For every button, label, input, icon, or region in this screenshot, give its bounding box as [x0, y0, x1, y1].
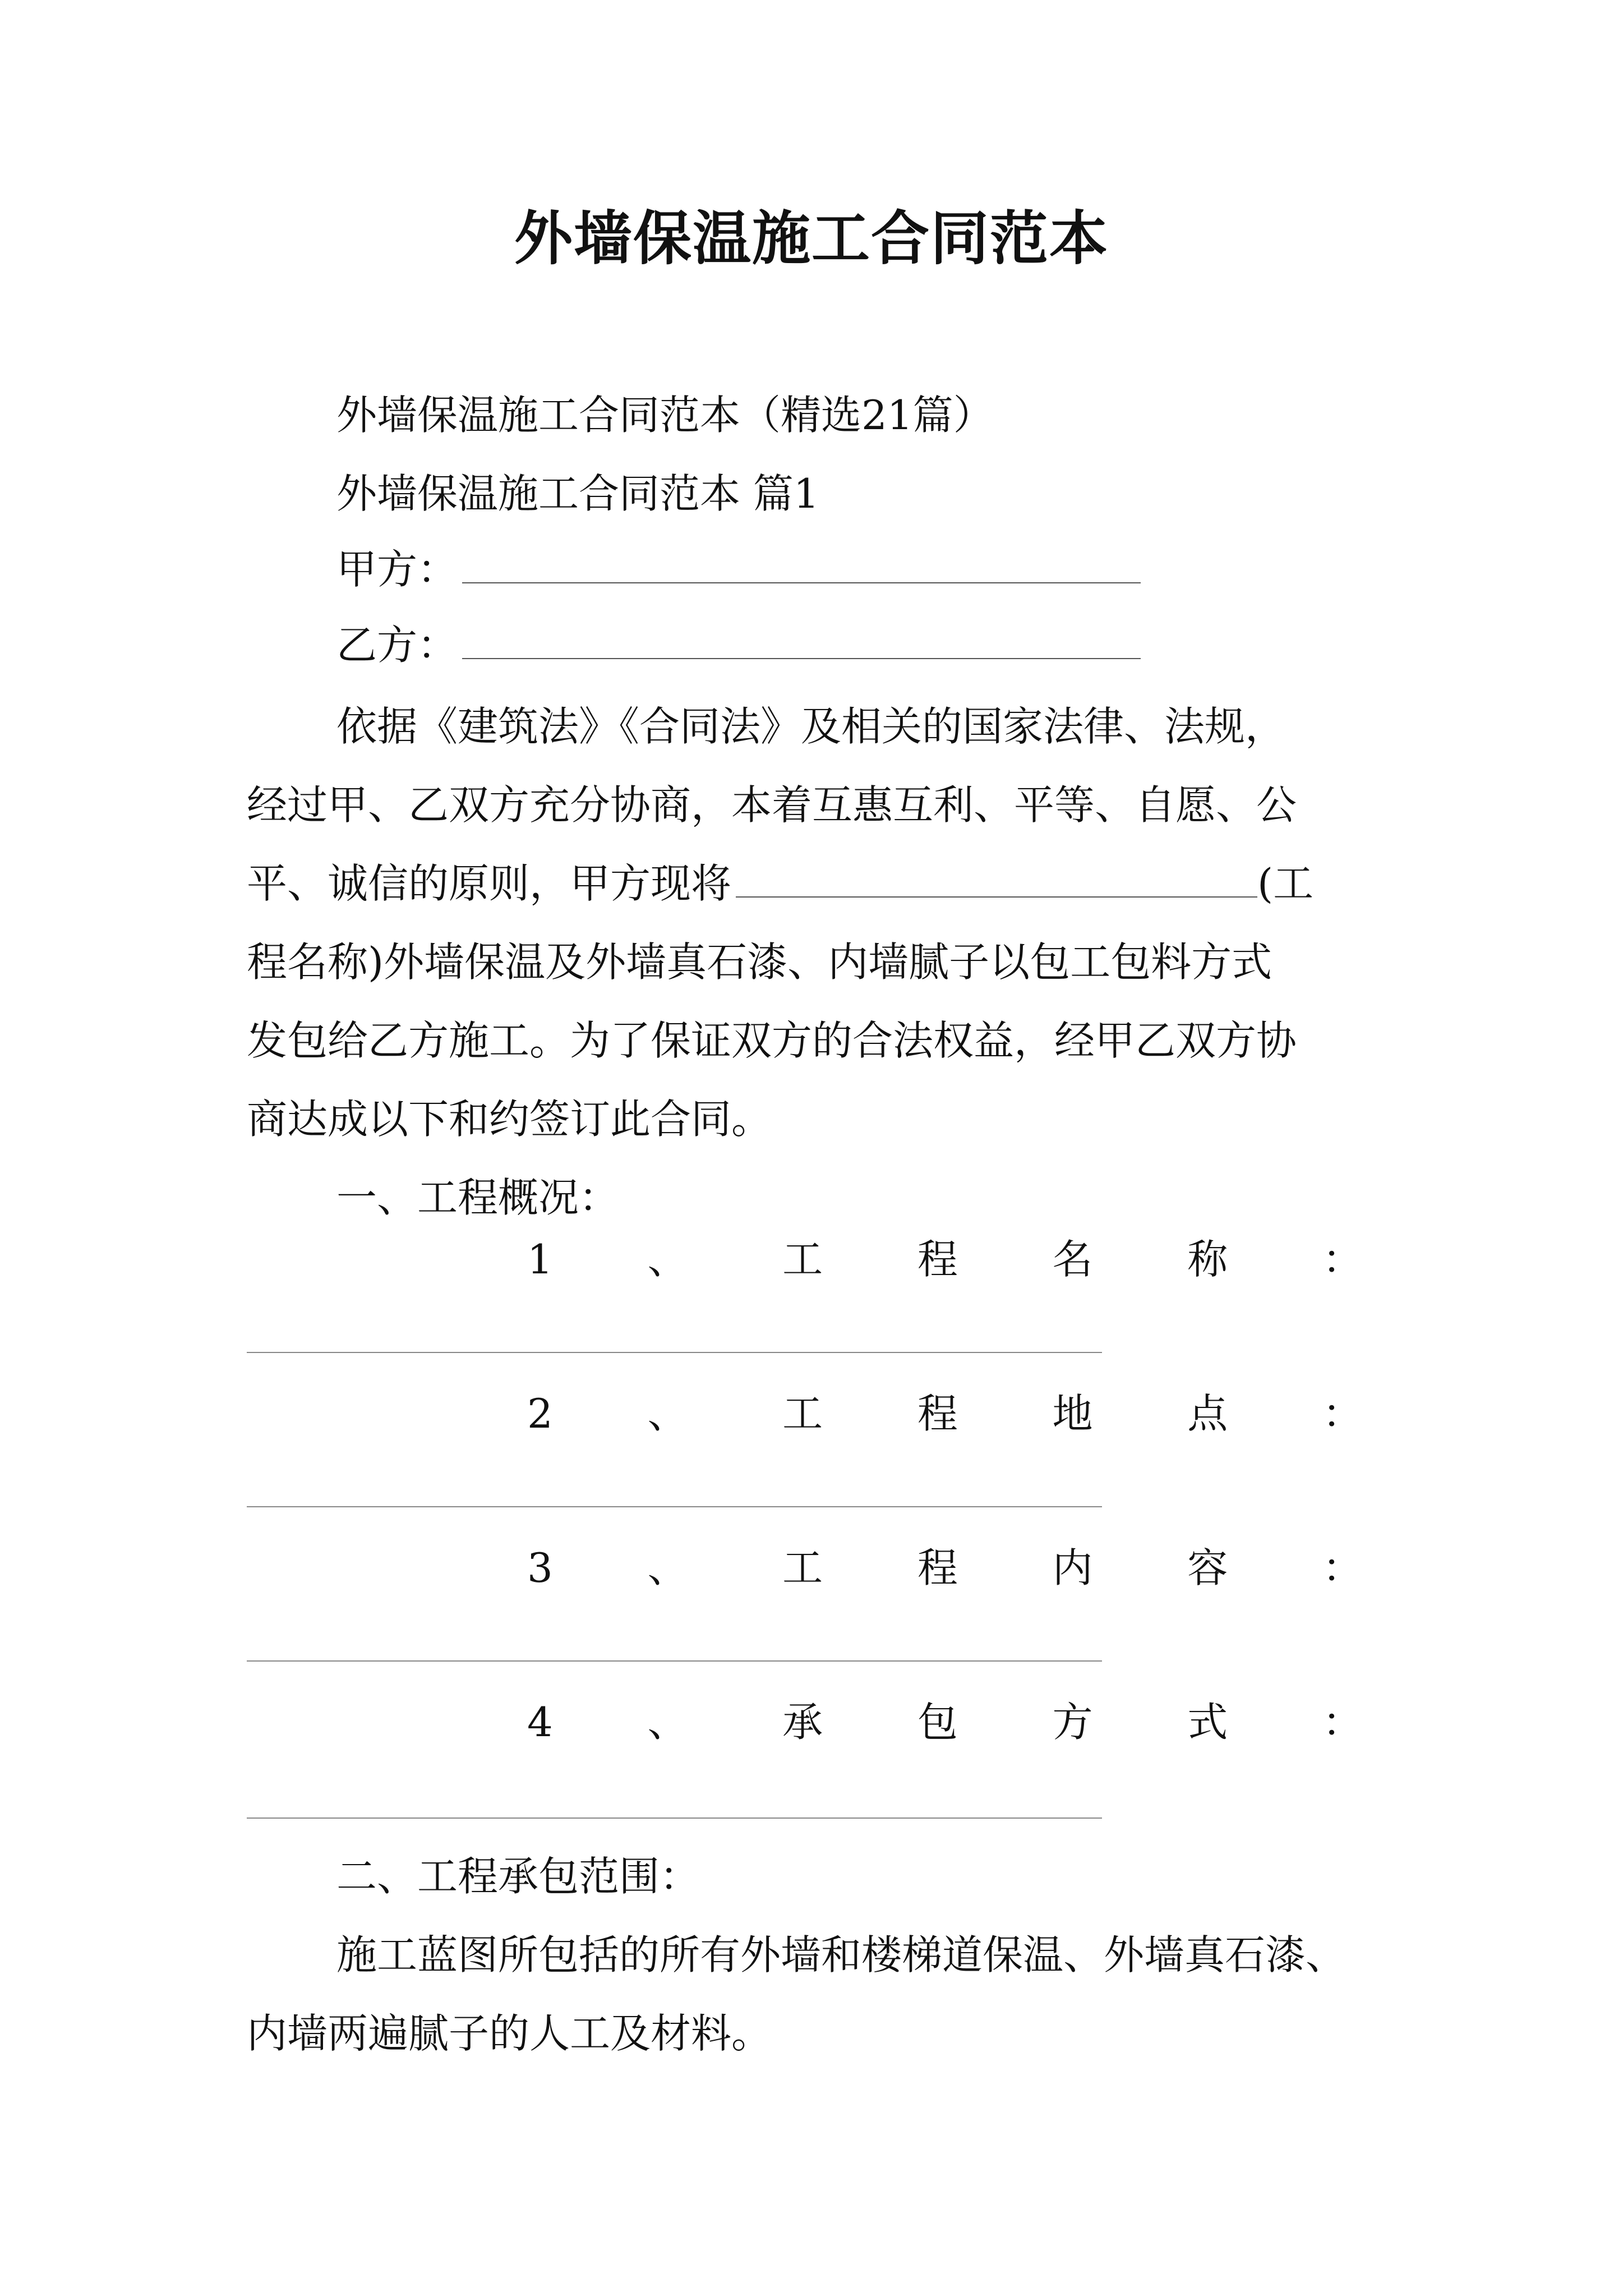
- item-colon: ：: [1322, 1390, 1363, 1437]
- item-char: 工: [782, 1236, 823, 1283]
- item-separator: 、: [647, 1236, 688, 1283]
- item-number: 1: [527, 1236, 553, 1283]
- intro-line-3: [247, 855, 1313, 912]
- party-a-label: 甲方：: [336, 546, 458, 593]
- item-separator: 、: [647, 1544, 688, 1591]
- scope-heading: 二、工程承包范围：: [336, 1853, 700, 1900]
- intro-line-3-end: (工: [1257, 860, 1314, 907]
- item-colon: ：: [1322, 1236, 1363, 1283]
- item-char: 称: [1187, 1236, 1228, 1283]
- item-char: 包: [917, 1699, 958, 1746]
- item-char: 容: [1187, 1544, 1228, 1591]
- item-char: 程: [917, 1544, 958, 1591]
- party-b-line: [336, 617, 1141, 673]
- intro-line-6: 商达成以下和约签订此合同。: [247, 1096, 772, 1143]
- item-number: 2: [527, 1390, 553, 1437]
- intro-line-1: 依据《建筑法》《合同法》及相关的国家法律、法规，: [336, 703, 1286, 750]
- project-content-line: [247, 1660, 1102, 1662]
- subtitle: 外墙保温施工合同范本（精选21篇）: [336, 392, 994, 439]
- scope-line-2: 内墙两遍腻子的人工及材料。: [247, 2010, 772, 2057]
- item-char: 承: [782, 1699, 823, 1746]
- item-char: 地: [1052, 1390, 1093, 1437]
- party-a-blank: [462, 549, 1141, 583]
- item-colon: ：: [1322, 1699, 1363, 1746]
- item-char: 程: [917, 1236, 958, 1283]
- party-b-blank: [462, 624, 1141, 659]
- overview-item-1: [527, 1231, 1363, 1287]
- intro-line-5: 发包给乙方施工。为了保证双方的合法权益，经甲乙双方协: [247, 1017, 1297, 1064]
- contract-method-line: [247, 1818, 1102, 1819]
- item-separator: 、: [647, 1699, 688, 1746]
- item-char: 名: [1052, 1236, 1093, 1283]
- project-location-line: [247, 1506, 1102, 1507]
- overview-heading: 一、工程概况：: [336, 1174, 620, 1221]
- scope-line-1: 施工蓝图所包括的所有外墙和楼梯道保温、外墙真石漆、: [336, 1931, 1347, 1978]
- intro-line-4: 程名称)外墙保温及外墙真石漆、内墙腻子以包工包料方式: [247, 938, 1272, 986]
- item-separator: 、: [647, 1390, 688, 1437]
- item-char: 工: [782, 1390, 823, 1437]
- party-b-label: 乙方：: [336, 622, 458, 669]
- party-a-line: [336, 541, 1141, 597]
- item-number: 3: [527, 1544, 553, 1591]
- item-char: 点: [1187, 1390, 1228, 1437]
- section-heading: 外墙保温施工合同范本 篇1: [336, 470, 819, 517]
- intro-line-2: 经过甲、乙双方充分协商，本着互惠互利、平等、自愿、公: [247, 781, 1297, 829]
- project-name-blank: [736, 863, 1257, 898]
- item-char: 式: [1187, 1699, 1228, 1746]
- project-name-line: [247, 1352, 1102, 1353]
- overview-item-2: [527, 1386, 1363, 1442]
- intro-line-3-start: 平、诚信的原则，甲方现将: [247, 860, 732, 907]
- item-char: 程: [917, 1390, 958, 1437]
- overview-item-4: [527, 1694, 1363, 1750]
- item-char: 工: [782, 1544, 823, 1591]
- item-colon: ：: [1322, 1544, 1363, 1591]
- item-char: 方: [1052, 1699, 1093, 1746]
- document-title: 外墙保温施工合同范本: [514, 204, 1109, 273]
- item-number: 4: [527, 1699, 553, 1746]
- item-char: 内: [1052, 1544, 1093, 1591]
- overview-item-3: [527, 1540, 1363, 1596]
